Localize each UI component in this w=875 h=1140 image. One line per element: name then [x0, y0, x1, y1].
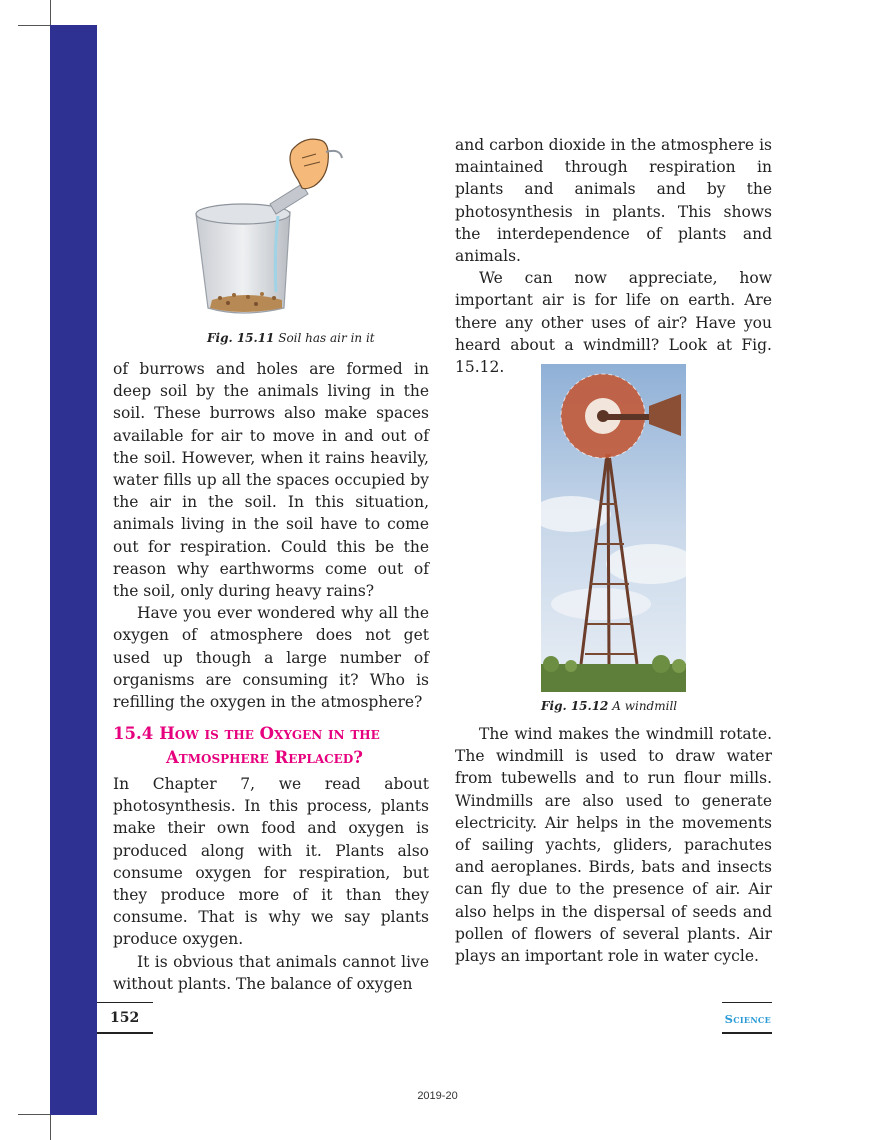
- paragraph: In Chapter 7, we read about photosynthesis. In this process, plants make their own food and oxygen is produced along with it. Plants also consume oxygen for respiration, but they produce more of it than they consume. That is why we say plants produce oxygen.: [113, 775, 429, 949]
- figure-label: Fig. 15.12: [541, 699, 609, 713]
- footer-rule: [722, 1032, 772, 1034]
- page-number: 152: [110, 1010, 140, 1026]
- figure-caption: [541, 699, 677, 713]
- crop-mark: [18, 1114, 50, 1115]
- figure-caption: [207, 331, 375, 345]
- section-number: 15.4: [113, 724, 154, 743]
- subject-label: Science: [724, 1012, 771, 1026]
- crop-mark: [18, 25, 50, 26]
- section-title-line1: How is the Oxygen in the: [159, 724, 380, 743]
- section-text: [113, 773, 429, 995]
- footer-rule: [97, 1032, 153, 1034]
- right-column-text-lower: [455, 723, 772, 967]
- crop-mark: [50, 1115, 51, 1140]
- footer-rule: [722, 1002, 772, 1003]
- paragraph: We can now appreciate, how important air is for life on earth. Are there any other uses of air? Have you heard about a windmill? Look at Fig. 15.12.: [455, 269, 772, 377]
- edition-year: 2019-20: [417, 1090, 458, 1102]
- figure-text: A windmill: [612, 699, 678, 713]
- windmill-photo: [541, 364, 686, 692]
- soil-beaker-illustration: [190, 132, 360, 317]
- paragraph: of burrows and holes are formed in deep soil by the animals living in the soil. These burrows also make spaces available for air to move in and out of the soil. However, when it rains heavily, water fills up all the spaces occupied by the air in the soil. In this situation, animals living in the soil have to come out for respiration. Could this be the reason why earthworms come out of the soil, only during heavy rains?: [113, 360, 429, 601]
- paragraph: Have you ever wondered why all the oxygen of atmosphere does not get used up though a large number of organisms are consuming it? Who is refilling the oxygen in the atmosphere?: [113, 604, 429, 712]
- paragraph: and carbon dioxide in the atmosphere is maintained through respiration in plants and animals and by the photosynthesis in plants. This shows the interdependence of plants and animals.: [455, 136, 772, 266]
- section-title-line2: Atmosphere Replaced?: [166, 748, 363, 767]
- section-heading: [113, 722, 443, 770]
- figure-text: Soil has air in it: [278, 331, 375, 345]
- footer-rule: [97, 1002, 153, 1003]
- page-sidebar-band: [50, 25, 97, 1115]
- crop-mark: [50, 0, 51, 25]
- right-column-text: [455, 134, 772, 378]
- left-column-text: [113, 358, 429, 713]
- paragraph: The wind makes the windmill rotate. The windmill is used to draw water from tubewells and to run flour mills. Windmills are also used to generate electricity. Air helps in the movements of sailing yachts, gliders, parachutes and aeroplanes. Birds, bats and insects can fly due to the presence of air. Air also helps in the dispersal of seeds and pollen of flowers of several plants. Air plays an important role in water cycle.: [455, 725, 772, 966]
- figure-label: Fig. 15.11: [207, 331, 275, 345]
- paragraph: It is obvious that animals cannot live without plants. The balance of oxygen: [113, 952, 429, 993]
